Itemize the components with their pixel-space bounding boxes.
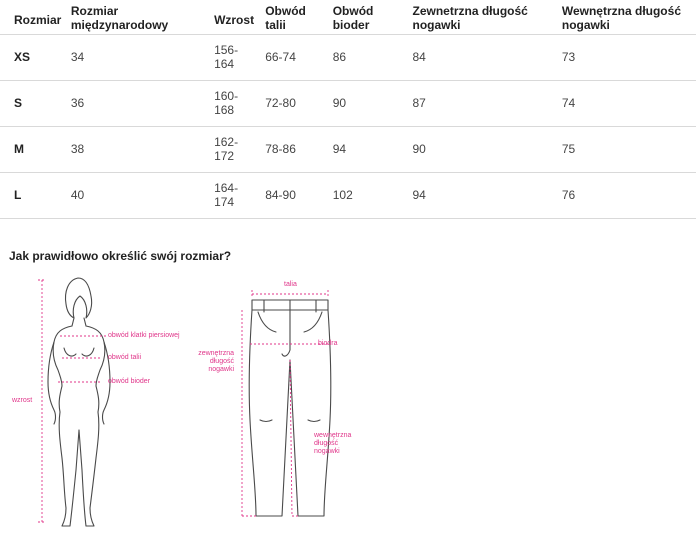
header-inner-length: Wewnętrzna długość nogawki — [561, 4, 681, 32]
cell-size: S — [0, 80, 67, 126]
cell-outer-length: 90 — [409, 126, 558, 172]
cell-height: 156-164 — [210, 34, 261, 80]
section-title: Jak prawidłowo określić swój rozmiar? — [9, 249, 232, 263]
cell-international-size: 38 — [67, 126, 210, 172]
cell-size: L — [0, 172, 67, 218]
cell-inner-length: 73 — [558, 34, 696, 80]
waist-label: obwód talii — [108, 354, 142, 361]
hips-label: obwód bioder — [108, 378, 151, 385]
header-international-size: Rozmiar międzynarodowy — [70, 4, 169, 32]
header-height: Wzrost — [214, 13, 255, 27]
measurement-figures — [0, 270, 696, 543]
cell-waist: 66-74 — [261, 34, 329, 80]
body-figure-illustration — [0, 270, 200, 543]
cell-inner-length: 75 — [558, 126, 696, 172]
header-outer-length: Zewnetrzna długość nogawki — [412, 4, 528, 32]
table-row — [0, 80, 696, 126]
header-hips: Obwód bioder — [332, 4, 374, 32]
cell-hips: 90 — [329, 80, 409, 126]
cell-height: 164-174 — [210, 172, 261, 218]
pants-outer-length-label: zewnętrzna długość nogawki — [198, 350, 234, 373]
cell-outer-length: 94 — [409, 172, 558, 218]
cell-hips: 94 — [329, 126, 409, 172]
cell-hips: 86 — [329, 34, 409, 80]
pants-hips-label: biodra — [318, 340, 338, 347]
chest-label: obwód klatki piersiowej — [108, 332, 180, 339]
pants-waist-label: talia — [284, 281, 297, 288]
cell-hips: 102 — [329, 172, 409, 218]
cell-international-size: 34 — [67, 34, 210, 80]
cell-outer-length: 84 — [409, 34, 558, 80]
header-size: Rozmiar — [14, 13, 62, 27]
table-header-row — [0, 0, 696, 34]
header-waist: Obwód talii — [265, 4, 306, 32]
pants-inner-length-label: wewnętrzna długość nogawki — [314, 432, 352, 455]
size-table — [0, 0, 696, 219]
table-row — [0, 172, 696, 218]
cell-inner-length: 76 — [558, 172, 696, 218]
cell-height: 160-168 — [210, 80, 261, 126]
cell-waist: 78-86 — [261, 126, 329, 172]
cell-waist: 84-90 — [261, 172, 329, 218]
table-row — [0, 34, 696, 80]
height-label: wzrost — [12, 397, 33, 404]
cell-size: M — [0, 126, 67, 172]
cell-outer-length: 87 — [409, 80, 558, 126]
cell-height: 162-172 — [210, 126, 261, 172]
pants-figure-illustration — [230, 280, 350, 540]
cell-waist: 72-80 — [261, 80, 329, 126]
cell-international-size: 40 — [67, 172, 210, 218]
cell-international-size: 36 — [67, 80, 210, 126]
cell-inner-length: 74 — [558, 80, 696, 126]
cell-size: XS — [0, 34, 67, 80]
table-row — [0, 126, 696, 172]
